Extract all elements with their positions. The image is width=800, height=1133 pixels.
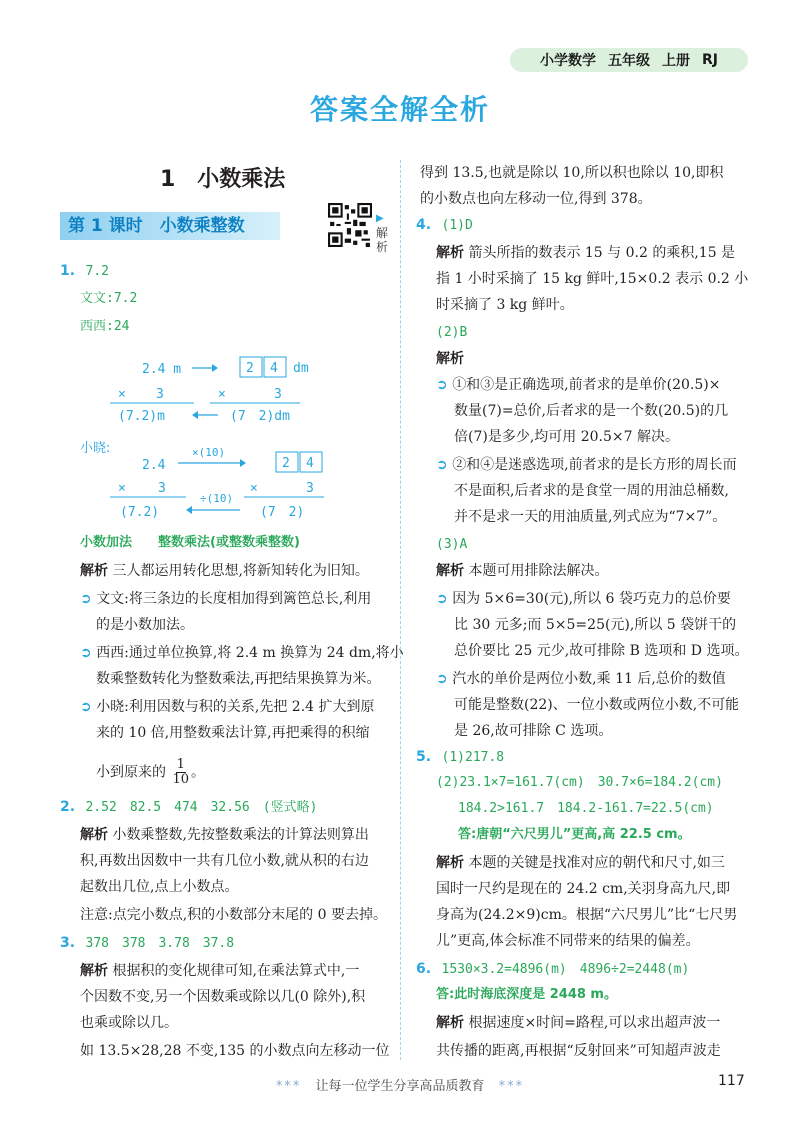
answer: 2.52 82.5 474 32.56 (竖式略) — [85, 800, 318, 815]
explanation-5: 解析 本题的关键是找准对应的朝代和尺寸,如三 — [436, 855, 725, 871]
text-line: 比 30 元多;而 5×5=25(元),所以 5 袋饼干的 — [454, 617, 737, 633]
explanation-label: 解析 — [436, 855, 464, 871]
arrow-bullet-icon: ➲ — [436, 457, 448, 473]
text-line: 国时一尺约是现在的 24.2 cm,关羽身高九尺,即 — [436, 881, 731, 897]
question-6 — [416, 958, 689, 981]
play-icon: ▶ — [376, 213, 384, 224]
text-line: 是 26,故可排除 C 选项。 — [454, 723, 613, 739]
text-line: 个因数不变,另一个因数乘或除以几(0 除外),积 — [80, 989, 366, 1005]
text-line: 起数出几位,点上小数点。 — [80, 879, 239, 895]
question-number: 6. — [416, 961, 432, 977]
digit: 4 — [306, 456, 314, 471]
chapter-title: 1 小数乘法 — [160, 167, 286, 192]
question-1 — [60, 260, 109, 283]
arrow-head — [186, 506, 192, 514]
text-line: 可能是整数(22)、一位小数或两位小数,不可能 — [454, 697, 740, 713]
question-number: 4. — [416, 217, 432, 233]
explanation-label: 解析 — [436, 351, 464, 367]
methods: 小数加法 整数乘法(或整数乘整数) — [80, 535, 300, 550]
page-number: 117 — [718, 1073, 745, 1089]
digit: 2 — [246, 361, 254, 376]
text-line: 共传播的距离,再根据“反射回来”可知超声波走 — [436, 1043, 721, 1059]
text-line: 积,再数出因数中一共有几位小数,就从积的右边 — [80, 853, 369, 869]
answer: 7.2 — [85, 264, 109, 279]
arrow-bullet-icon: ➲ — [80, 645, 92, 661]
question-number: 3. — [60, 935, 76, 951]
arrow-bullet-icon: ➲ — [80, 699, 92, 715]
answer: 378 378 3.78 37.8 — [85, 936, 235, 951]
factor: 3 — [274, 387, 282, 402]
factor: 3 — [158, 481, 166, 496]
question-3 — [60, 932, 234, 955]
arrow-head — [212, 364, 218, 372]
qr-code-icon[interactable] — [328, 203, 372, 247]
explanation-4-1: 解析 箭头所指的数表示 15 与 0.2 的乘积,15 是 — [436, 245, 736, 261]
question-4 — [416, 214, 473, 237]
book-tag — [510, 48, 748, 72]
question-number: 2. — [60, 799, 76, 815]
text-line: 儿”更高,体会标准不同带来的结果的偏差。 — [436, 933, 700, 949]
text-line-fraction: 小到原来的 $\frac{1}{10}$ 。 — [96, 757, 205, 787]
explanation-1: 解析 三人都运用转化思想,将新知转化为旧知。 — [80, 563, 369, 579]
bullet: ➲ ②和④是迷惑选项,前者求的是长方形的周长而 — [436, 457, 737, 473]
fraction: $\frac{1}{10}$ — [172, 757, 189, 787]
operation-times-10: ×(10) — [192, 446, 226, 459]
text-line: 的小数点也向左移动一位,得到 378。 — [420, 191, 652, 207]
answer: (2)B — [436, 325, 468, 340]
question-2 — [60, 796, 317, 819]
qr-label: ▶ 解析 — [376, 213, 389, 254]
answer: 1530×3.2=4896(m) 4896÷2=2448(m) — [441, 962, 690, 977]
bullet: ➲ ①和③是正确选项,前者求的是单价(20.5)× — [436, 377, 721, 393]
arrow-bullet-icon: ➲ — [436, 591, 448, 607]
arrow-head — [192, 411, 198, 419]
text-line: 倍(7)是多少,均可用 20.5×7 解决。 — [454, 429, 679, 445]
unit-dm: dm — [293, 361, 309, 376]
arrow-bullet-icon: ➲ — [436, 671, 448, 687]
arrow-bullet-icon: ➲ — [80, 591, 92, 607]
times-sign: × — [118, 387, 126, 402]
explanation-2: 解析 小数乘整数,先按整数乘法的计算法则算出 — [80, 827, 369, 843]
bullet-xiaoxiao: ➲ 小晓:利用因数与积的关系,先把 2.4 扩大到原 — [80, 699, 375, 715]
bullet: ➲ 汽水的单价是两位小数,乘 11 后,总价的数值 — [436, 671, 726, 687]
arrow-bullet-icon: ➲ — [436, 377, 448, 393]
operation-divide-10: ÷(10) — [200, 492, 234, 505]
text-line: 得到 13.5,也就是除以 10,所以积也除以 10,即积 — [420, 165, 724, 181]
answer: (1)217.8 — [441, 750, 505, 765]
subject: 小学数学 — [540, 53, 596, 69]
length-m: 2.4 m — [142, 362, 182, 377]
bullet-wenwen: ➲ 文文:将三条边的长度相加得到篱笆总长,利用 — [80, 591, 372, 607]
page-title: 答案全解全析 — [309, 93, 490, 126]
answer-conclusion: 答:此时海底深度是 2448 m。 — [436, 987, 617, 1002]
conversion-diagram-xiaoxiao — [100, 440, 340, 524]
result-dm: (7 2)dm — [230, 409, 290, 424]
explanation-label: 解析 — [436, 563, 464, 579]
column-divider — [400, 160, 401, 1060]
result-m: (7.2)m — [118, 409, 165, 424]
factor: 3 — [156, 387, 164, 402]
answer: (3)A — [436, 537, 468, 552]
term: 上册 — [662, 53, 690, 69]
grade: 五年级 — [608, 53, 650, 69]
answer: (1)D — [441, 218, 473, 233]
digit: 2 — [282, 456, 290, 471]
arrow-head — [240, 459, 246, 467]
result: (7 2) — [260, 505, 305, 520]
text-line: 如 13.5×28,28 不变,135 的小数点向左移动一位 — [80, 1043, 390, 1059]
text-line: 时采摘了 3 kg 鲜叶。 — [436, 297, 574, 313]
times-sign: × — [118, 481, 126, 496]
text-line: 不是面积,后者求的是食堂一周的用油总桶数, — [454, 483, 729, 499]
lesson-title: 第 1 课时 小数乘整数 — [60, 212, 280, 240]
edition: RJ — [702, 52, 718, 68]
question-number: 1. — [60, 263, 76, 279]
factor-decimal: 2.4 — [142, 458, 166, 473]
text-line: 注意:点完小数点,积的小数部分末尾的 0 要去掉。 — [80, 907, 387, 923]
text-line: 并不是求一天的用油质量,列式应为“7×7”。 — [454, 509, 727, 525]
label-xiaoxiao: 小晓: — [80, 441, 111, 456]
explanation-label: 解析 — [436, 245, 464, 261]
footer-slogan: *** 让每一位学生分享高品质教育 *** — [275, 1079, 525, 1094]
explanation-label: 解析 — [80, 563, 108, 579]
result: (7.2) — [120, 505, 160, 520]
question-5 — [416, 746, 504, 769]
text-line: 数乘整数转化为整数乘法,再把结果换算为米。 — [96, 671, 381, 687]
bullet: ➲ 因为 5×6=30(元),所以 6 袋巧克力的总价要 — [436, 591, 731, 607]
answer-xixi: 西西:24 — [80, 319, 130, 334]
conversion-diagram-xixi — [100, 350, 340, 430]
text-line: 的是小数加法。 — [96, 617, 194, 633]
answer: (2)23.1×7=161.7(cm) 30.7×6=184.2(cm) — [436, 775, 723, 790]
text-line: 来的 10 倍,用整数乘法计算,再把乘得的积缩 — [96, 725, 370, 741]
explanation-4-3: 解析 本题可用排除法解决。 — [436, 563, 609, 579]
bullet-xixi: ➲ 西西:通过单位换算,将 2.4 m 换算为 24 dm,将小 — [80, 645, 404, 661]
explanation-label: 解析 — [436, 1015, 464, 1031]
times-sign: × — [218, 387, 226, 402]
text-line: 总价要比 25 元少,故可排除 B 选项和 D 选项。 — [454, 643, 749, 659]
answer-wenwen: 文文:7.2 — [80, 291, 138, 306]
times-sign: × — [250, 481, 258, 496]
text-line: 也乘或除以几。 — [80, 1015, 178, 1031]
explanation-label: 解析 — [80, 963, 108, 979]
text-line: 数量(7)=总价,后者求的是一个数(20.5)的几 — [454, 403, 729, 419]
question-number: 5. — [416, 749, 432, 765]
text-line: 指 1 小时采摘了 15 kg 鲜叶,15×0.2 表示 0.2 小 — [436, 271, 749, 287]
answer-conclusion: 答:唐朝“六尺男儿”更高,高 22.5 cm。 — [458, 827, 691, 842]
explanation-label: 解析 — [80, 827, 108, 843]
explanation-3: 解析 根据积的变化规律可知,在乘法算式中,一 — [80, 963, 360, 979]
digit: 4 — [270, 361, 278, 376]
factor: 3 — [306, 481, 314, 496]
explanation-6: 解析 根据速度×时间=路程,可以求出超声波一 — [436, 1015, 721, 1031]
text-line: 身高为(24.2×9)cm。根据“六尺男儿”比“七尺男 — [436, 907, 738, 923]
answer: 184.2>161.7 184.2-161.7=22.5(cm) — [458, 801, 714, 816]
